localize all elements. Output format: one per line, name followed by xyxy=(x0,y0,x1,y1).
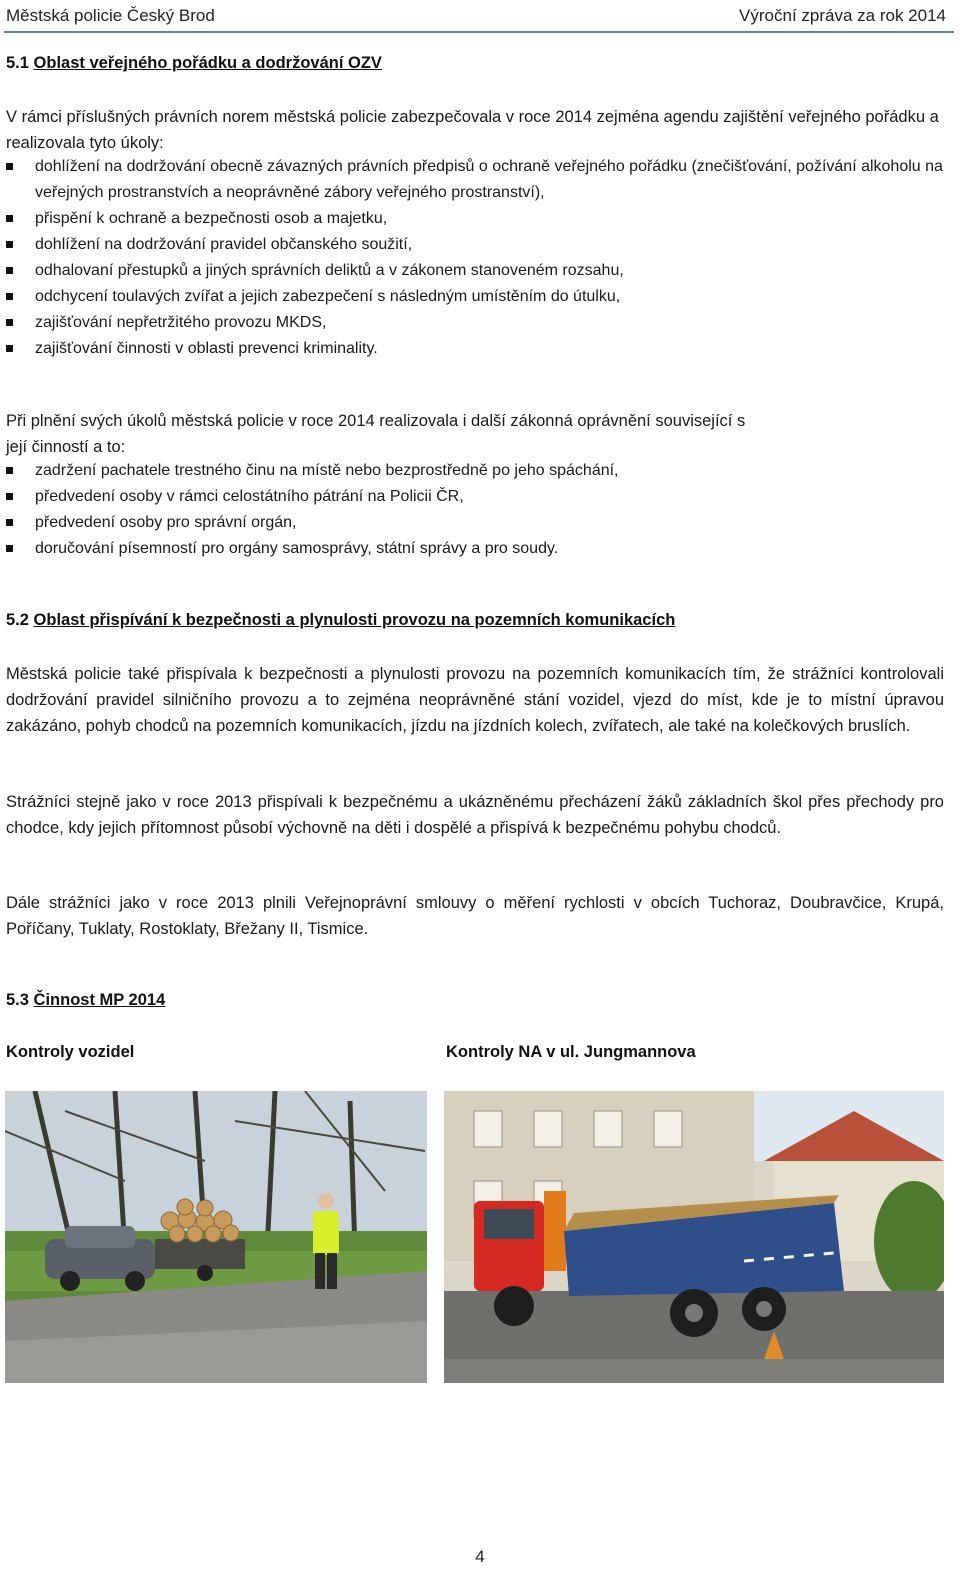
section-number: 5.1 xyxy=(6,54,29,72)
list-item: zajišťování činnosti v oblasti prevenci kriminality. xyxy=(6,336,946,362)
section-5-1-heading xyxy=(6,54,382,73)
photo-caption-jungmannova-checks: Kontroly NA v ul. Jungmannova xyxy=(446,1043,696,1061)
section-5-1-powers-list xyxy=(6,458,946,562)
section-5-2-paragraph-3: Dále strážníci jako v roce 2013 plnili Veřejnoprávní smlouvy o měření rychlosti v obcích Tuchoraz, Doubravčice, Krupá, Poříčany, Tuklaty, Rostoklaty, Břežany II, Tismice. xyxy=(6,894,944,938)
photo-vehicle-check xyxy=(5,1091,427,1383)
list-item: dohlížení na dodržování pravidel občanského soužití, xyxy=(6,232,946,258)
section-title: Činnost MP 2014 xyxy=(33,991,166,1009)
list-item: předvedení osoby pro správní orgán, xyxy=(6,510,946,536)
list-item: doručování písemností pro orgány samosprávy, státní správy a pro soudy. xyxy=(6,536,946,562)
photo-caption-vehicle-checks: Kontroly vozidel xyxy=(6,1043,135,1061)
section-5-1-intro-2: Při plnění svých úkolů městská policie v roce 2014 realizovala i další zákonná oprávnění související s její činností a to: xyxy=(6,412,746,456)
header-report-title: Výroční zpráva za rok 2014 xyxy=(739,6,946,25)
section-title: Oblast přispívání k bezpečnosti a plynulosti provozu na pozemních komunikacích xyxy=(33,611,676,629)
section-5-1-task-list xyxy=(6,154,946,362)
section-number: 5.2 xyxy=(6,611,29,629)
section-5-1-intro: V rámci příslušných právních norem městská policie zabezpečovala v roce 2014 zejména agendu zajištění veřejného pořádku a realizovala tyto úkoly: xyxy=(6,108,939,152)
header-divider xyxy=(4,31,954,33)
list-item: odchycení toulavých zvířat a jejich zabezpečení s následným umístěním do útulku, xyxy=(6,284,946,310)
list-item: dohlížení na dodržování obecně závazných právních předpisů o ochraně veřejného pořádku (znečišťování, požívání alkoholu na veřejných prostranstvích a neoprávněné zábory veřejného prostranství), xyxy=(6,154,946,206)
section-5-2-paragraph-2: Strážníci stejně jako v roce 2013 přispívali k bezpečnému a ukázněnému přecházení žáků základních škol přes přechody pro chodce, kdy jejich přítomnost působí výchovně na děti i dospělé a přispívá k bezpečnému pohybu chodců. xyxy=(6,793,944,837)
section-5-2-paragraph-1: Městská policie také přispívala k bezpečnosti a plynulosti provozu na pozemních komunikacích tím, že strážníci kontrolovali dodržování pravidel silničního provozu a to zejména neoprávněné stání vozidel, vjezd do míst, kde je to místní úpravou zakázáno, pohyb chodců na pozemních komunikacích, jízdu na jízdních kolech, zvířatech, ale také na kolečkových bruslích. xyxy=(6,665,944,735)
section-title: Oblast veřejného pořádku a dodržování OZV xyxy=(33,54,382,72)
list-item: odhalovaní přestupků a jiných správních deliktů a v zákonem stanoveném rozsahu, xyxy=(6,258,946,284)
page-number: 4 xyxy=(475,1547,485,1566)
list-item: předvedení osoby v rámci celostátního pátrání na Policii ČR, xyxy=(6,484,946,510)
section-5-3-heading xyxy=(6,991,165,1010)
list-item: zadržení pachatele trestného činu na místě nebo bezprostředně po jeho spáchání, xyxy=(6,458,946,484)
list-item: zajišťování nepřetržitého provozu MKDS, xyxy=(6,310,946,336)
photo-truck-check xyxy=(444,1091,944,1383)
header-title: Městská policie Český Brod xyxy=(6,6,215,25)
section-5-2-heading xyxy=(6,611,675,630)
list-item: přispění k ochraně a bezpečnosti osob a majetku, xyxy=(6,206,946,232)
section-number: 5.3 xyxy=(6,991,29,1009)
